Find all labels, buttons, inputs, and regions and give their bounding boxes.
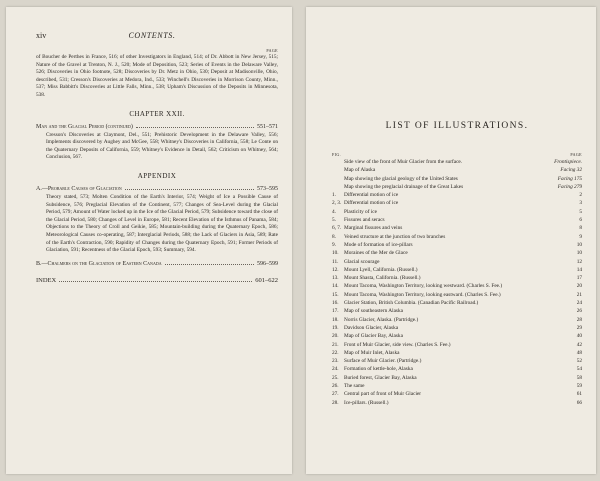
figure-caption: Glacier Station, British Columbia. (Canadian Pacific Railroad.) — [344, 300, 479, 307]
appendix-a-pages: 573–595 — [257, 185, 278, 192]
figure-page: 20 — [576, 283, 582, 290]
figure-number: 15. — [332, 291, 339, 298]
illustration-row — [332, 282, 582, 290]
figure-caption: Fissures and seracs — [344, 217, 385, 224]
figure-caption: Mount Shasta, California. (Russell.) — [344, 275, 421, 282]
figure-caption: Mount Tacoma, Washington Territory, looking westward. (Charles S. Fee.) — [344, 283, 503, 290]
figure-page: 42 — [576, 341, 582, 348]
illustration-row — [332, 241, 582, 249]
figure-caption: Mount Tacoma, Washington Territory, looking eastward. (Charles S. Fee.) — [344, 291, 501, 298]
figure-number: 27. — [332, 391, 339, 398]
illustration-row — [332, 208, 582, 216]
illustration-row — [332, 183, 582, 191]
figure-page: Frontispiece. — [554, 159, 582, 165]
figure-number: 9. — [332, 241, 336, 248]
figure-number: 25. — [332, 374, 339, 381]
leader-dots — [136, 127, 254, 128]
figure-caption: Marginal fissures and veins — [344, 225, 403, 232]
figure-page: 40 — [576, 333, 582, 340]
figure-caption: Map of Alaska — [344, 167, 376, 174]
illustration-row — [332, 307, 582, 315]
left-page-contents — [6, 7, 292, 474]
figure-number: 16. — [332, 300, 339, 307]
running-title: CONTENTS. — [128, 31, 176, 40]
figure-number: 26. — [332, 383, 339, 390]
figure-page: 52 — [576, 358, 582, 365]
illustration-row — [332, 191, 582, 199]
illustration-row — [332, 291, 582, 299]
figure-caption: Map of Glacier Bay, Alaska — [344, 333, 403, 340]
figure-caption: Formation of kettle-hole, Alaska — [344, 366, 413, 373]
figure-number: 1. — [332, 192, 336, 199]
figure-page: 29 — [576, 324, 582, 331]
figure-number: 22. — [332, 349, 339, 356]
figure-number: 8. — [332, 233, 336, 240]
figure-caption: Differential motion of ice — [344, 200, 399, 207]
figure-number: 19. — [332, 324, 339, 331]
illustration-row — [332, 316, 582, 324]
index-label: INDEX — [36, 276, 57, 284]
right-page-illustrations — [306, 7, 596, 474]
illustration-row — [332, 332, 582, 340]
figure-caption: Buried forest, Glacier Bay, Alaska — [344, 374, 417, 381]
figure-page: 6 — [579, 217, 582, 224]
figure-caption: Front of Muir Glacier, side view. (Charles S. Fee.) — [344, 341, 451, 348]
figure-page: Facing 279 — [557, 183, 582, 190]
page-column-label: PAGE — [266, 48, 278, 53]
figure-page: 10 — [576, 250, 582, 257]
figure-page: 48 — [576, 349, 582, 356]
figure-number: 20. — [332, 333, 339, 340]
illustration-row — [332, 341, 582, 349]
figure-number: 24. — [332, 366, 339, 373]
figure-caption: Side view of the front of Muir Glacier from the surface. — [344, 159, 463, 165]
figure-caption: Norris Glacier, Alaska. (Partridge.) — [344, 316, 419, 323]
illustration-row — [332, 374, 582, 382]
figure-page: 61 — [576, 391, 582, 398]
figure-page: 26 — [576, 308, 582, 315]
appendix-b-label: B.—Chalmers on the Glaciation of Eastern Canada — [36, 260, 162, 267]
figure-caption: The same — [344, 383, 365, 390]
page-column-label: PAGE — [570, 152, 582, 157]
figure-page: 54 — [576, 366, 582, 373]
chapter-entry-label: Man and the Glacial Period (continued) — [36, 123, 133, 130]
figure-page: 59 — [576, 383, 582, 390]
figure-page: 28 — [576, 316, 582, 323]
figure-caption: Map of southeastern Alaska — [344, 308, 403, 315]
figure-caption: Ice-pillars. (Russell.) — [344, 399, 389, 406]
figure-number: 10. — [332, 250, 339, 257]
figure-number: 6, 7. — [332, 225, 342, 232]
figure-caption: Central part of front of Muir Glacier — [344, 391, 422, 398]
leader-dots — [125, 189, 254, 190]
figure-caption: Map of Muir Inlet, Alaska — [344, 349, 400, 356]
figure-page: 10 — [576, 241, 582, 248]
illustration-row — [332, 258, 582, 266]
figure-page: 21 — [576, 291, 582, 298]
figure-page: 24 — [576, 300, 582, 307]
figure-page: Facing 175 — [557, 175, 582, 182]
figure-page: 12 — [576, 258, 582, 265]
appendix-a-entry — [36, 186, 278, 192]
appendix-a-summary: Theory stated, 573; Molten Condition of the Earth's Interior, 574; Weight of Ice a Possible Cause of Subsidence, 576; Preglacial Elevation of the Continent, 577; Changes of Sea-Level during the Glacial Period, 579; Amount of Water locked up in the Ice of the Glacial Period, 579; Subsidence toward the close of the Glacial Period, 580; Changes of Level in Europe, 581; Recent Elevation of the Isthmus of Panama, 584; Objections to the Theory of Croll and Geikie, 585; Mountain-building during the Quaternary Epoch, 586; Meteorological Causes co-operating, 587; Interglacial Periods, 588; the Lack of Glaciers in Asia, 589; Rate of the Earth's Contraction, 590; Rapidity of Changes during the Quaternary Epoch, 591; Former Periods of Glaciation, 591; Recentness of the Glacial Epoch, 593; Summary, 594. — [46, 193, 278, 254]
figure-number: 5. — [332, 217, 336, 224]
leader-dots — [165, 264, 254, 265]
figure-caption: Mount Lyell, California. (Russell.) — [344, 266, 418, 273]
page-number: xiv — [36, 31, 47, 40]
figure-caption: Mode of formation of ice-pillars — [344, 241, 413, 248]
figure-page: 14 — [576, 266, 582, 273]
figure-caption: Plasticity of ice — [344, 208, 377, 215]
figure-number: 13. — [332, 275, 339, 282]
figure-caption: Davidson Glacier, Alaska — [344, 324, 399, 331]
appendix-a-label: A.—Probable Causes of Glaciation — [36, 185, 122, 192]
illustration-row — [332, 399, 582, 407]
illustration-row — [332, 233, 582, 241]
figure-caption: Map showing the preglacial drainage of the Great Lakes — [344, 183, 464, 190]
list-title: LIST OF ILLUSTRATIONS. — [385, 121, 529, 131]
figure-number: 28. — [332, 399, 339, 406]
figure-number: 17. — [332, 308, 339, 315]
figure-number: 11. — [332, 258, 339, 265]
illustration-row — [332, 216, 582, 224]
figure-number: 2, 3. — [332, 200, 342, 207]
figure-caption: Veined structure at the junction of two branches — [344, 233, 446, 240]
illustration-row — [332, 199, 582, 207]
chapter-entry-pages: 551–571 — [257, 123, 278, 130]
running-head — [36, 31, 278, 40]
figure-page: 17 — [576, 275, 582, 282]
figure-caption: Glacial scourage — [344, 258, 380, 265]
figure-page: Facing 32 — [560, 167, 582, 174]
figure-number: 14. — [332, 283, 339, 290]
fig-column-label: FIG. — [332, 152, 342, 157]
figure-page: 58 — [576, 374, 582, 381]
figure-number: 21. — [332, 341, 339, 348]
continued-paragraph: of Boucher de Perthes in France, 516; of other Investigators in England, 514; of Dr. Abbott in New Jersey, 515; Nature of the Gravel at Trenton, N. J., 520; Mode of Deposition, 523; Series of Events in the Delaware Valley, 526; Discoveries in Ohio footnote, 528; Discoveries by Dr. Metz in Ohio, 530; Deposit at Madisonville, Ohio, described, 531; Cresson's Discoveries at Medora, Ind., 533; Winchell's Discoveries in Morrison County, Minn., 537; Miss Babbitt's Discoveries at Little Falls, Minn., 538; Upham's Discussion of the Deposits in Minnesota, 538. — [36, 54, 278, 98]
figure-caption: Surface of Muir Glacier. (Partridge.) — [344, 358, 422, 365]
column-headers — [332, 152, 582, 157]
appendix-b-pages: 596–599 — [257, 260, 278, 267]
appendix-heading: APPENDIX — [137, 171, 177, 180]
chapter-summary: Cresson's Discoveries at Claymont, Del., 551; Prehistoric Development in the Delaware Valley, 556; Implements discovered by Aughey and McGee, 558; Whitney's Discoveries in California, 558; Le Conte on the Quaternary Deposits of California, 559; Whitney's Evidence in Detail, 562; Criticism on Whitney, 564; Conclusion, 567. — [46, 131, 278, 161]
illustration-row — [332, 166, 582, 174]
illustration-row — [332, 349, 582, 357]
illustration-row — [332, 357, 582, 365]
figure-page: 66 — [576, 399, 582, 406]
illustration-row — [332, 365, 582, 373]
illustration-row — [332, 158, 582, 166]
figure-number: 18. — [332, 316, 339, 323]
figure-page: 3 — [579, 200, 582, 207]
illustration-row — [332, 299, 582, 307]
illustration-row — [332, 382, 582, 390]
illustration-row — [332, 390, 582, 398]
figure-number: 12. — [332, 266, 339, 273]
illustrations-list — [332, 158, 582, 407]
leader-dots — [59, 281, 252, 282]
illustration-row — [332, 249, 582, 257]
figure-page: 8 — [579, 225, 582, 232]
chapter-heading: CHAPTER XXII. — [129, 109, 185, 118]
figure-number: 23. — [332, 358, 339, 365]
appendix-b-entry — [36, 261, 278, 267]
figure-number: 4. — [332, 208, 336, 215]
figure-caption: Moraines of the Mer de Glace — [344, 250, 408, 257]
figure-page: 9 — [579, 233, 582, 240]
index-pages: 601–622 — [255, 276, 278, 284]
illustration-row — [332, 266, 582, 274]
figure-page: 5 — [579, 208, 582, 215]
illustration-row — [332, 224, 582, 232]
index-entry — [36, 277, 278, 284]
illustration-row — [332, 175, 582, 183]
figure-page: 2 — [579, 192, 582, 199]
illustration-row — [332, 274, 582, 282]
chapter-entry — [36, 124, 278, 130]
illustration-row — [332, 324, 582, 332]
figure-caption: Map showing the glacial geology of the United States — [344, 175, 458, 182]
figure-caption: Differential motion of ice — [344, 192, 399, 199]
